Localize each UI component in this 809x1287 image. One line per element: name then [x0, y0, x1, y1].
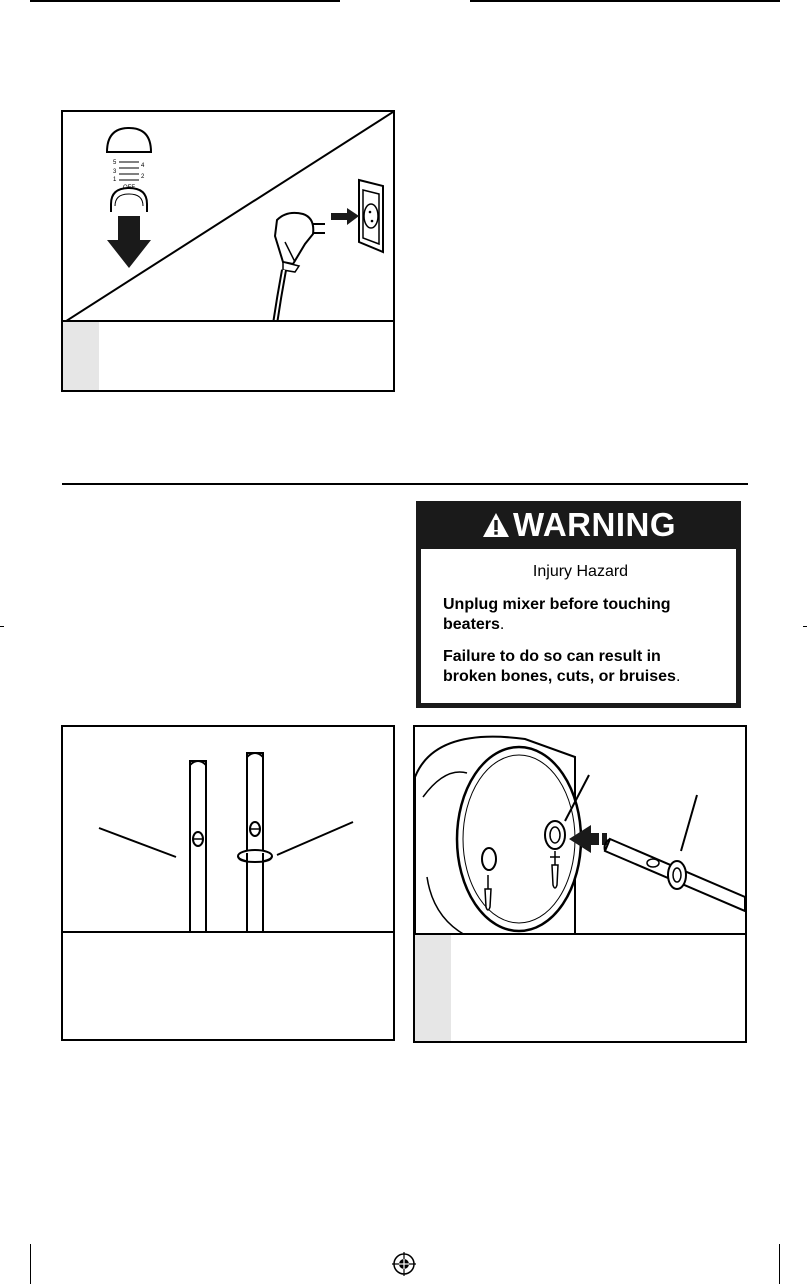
right-beater-shaft — [238, 753, 272, 935]
speed-label-3: 3 — [113, 169, 117, 175]
warning-consequence — [443, 647, 718, 687]
warning-box — [416, 501, 741, 708]
crop-mark-left — [0, 626, 4, 627]
unplug-illustration — [63, 112, 393, 324]
warning-hazard-label: Injury Hazard — [532, 563, 629, 580]
down-arrow-icon — [107, 216, 151, 268]
speed-label-5: 5 — [113, 160, 117, 166]
warning-header — [416, 501, 741, 549]
step-number-box — [415, 935, 451, 1041]
insert-beater-caption-band — [415, 933, 745, 1041]
speed-label-4: 4 — [141, 163, 145, 169]
collar-leader-line — [681, 795, 697, 851]
top-trim-line-right — [470, 0, 780, 2]
speed-control-knob — [107, 128, 151, 212]
step-number-box — [63, 322, 99, 390]
beater-shafts-illustration — [63, 727, 393, 935]
top-trim-line-left — [30, 0, 340, 2]
mixer-body — [415, 737, 581, 937]
wall-outlet — [359, 180, 383, 252]
speed-label-1: 1 — [113, 177, 117, 183]
left-leader-line — [99, 828, 176, 857]
inserted-beater-shaft — [605, 839, 745, 911]
power-plug — [275, 213, 325, 324]
warning-consequence-text: Failure to do so can result in broken bones, cuts, or bruises — [443, 648, 676, 685]
crop-mark-bottom-left — [30, 1244, 31, 1284]
crop-mark-bottom-right — [779, 1244, 780, 1284]
left-arrow-icon — [331, 208, 359, 225]
insert-beater-illustration — [415, 727, 745, 937]
right-leader-line — [277, 822, 353, 855]
warning-title: WARNING — [513, 506, 676, 543]
warning-instruction-text: Unplug mixer before touching beaters — [443, 596, 671, 633]
warning-body — [421, 549, 736, 703]
unplug-illustration-panel — [61, 110, 395, 392]
warning-instruction — [443, 595, 718, 635]
unplug-caption-band — [63, 320, 393, 390]
warning-instruction-period: . — [499, 616, 505, 633]
warning-consequence-period: . — [675, 668, 681, 685]
insert-beater-panel — [413, 725, 747, 1043]
beater-shafts-panel — [61, 725, 395, 1041]
beater-shafts-caption-band — [63, 931, 393, 1039]
warning-triangle-icon — [481, 511, 511, 539]
registration-mark-icon — [392, 1252, 416, 1276]
speed-label-2: 2 — [141, 174, 145, 180]
section-divider — [62, 483, 748, 485]
left-beater-shaft — [190, 761, 206, 935]
crop-mark-right — [803, 626, 807, 627]
